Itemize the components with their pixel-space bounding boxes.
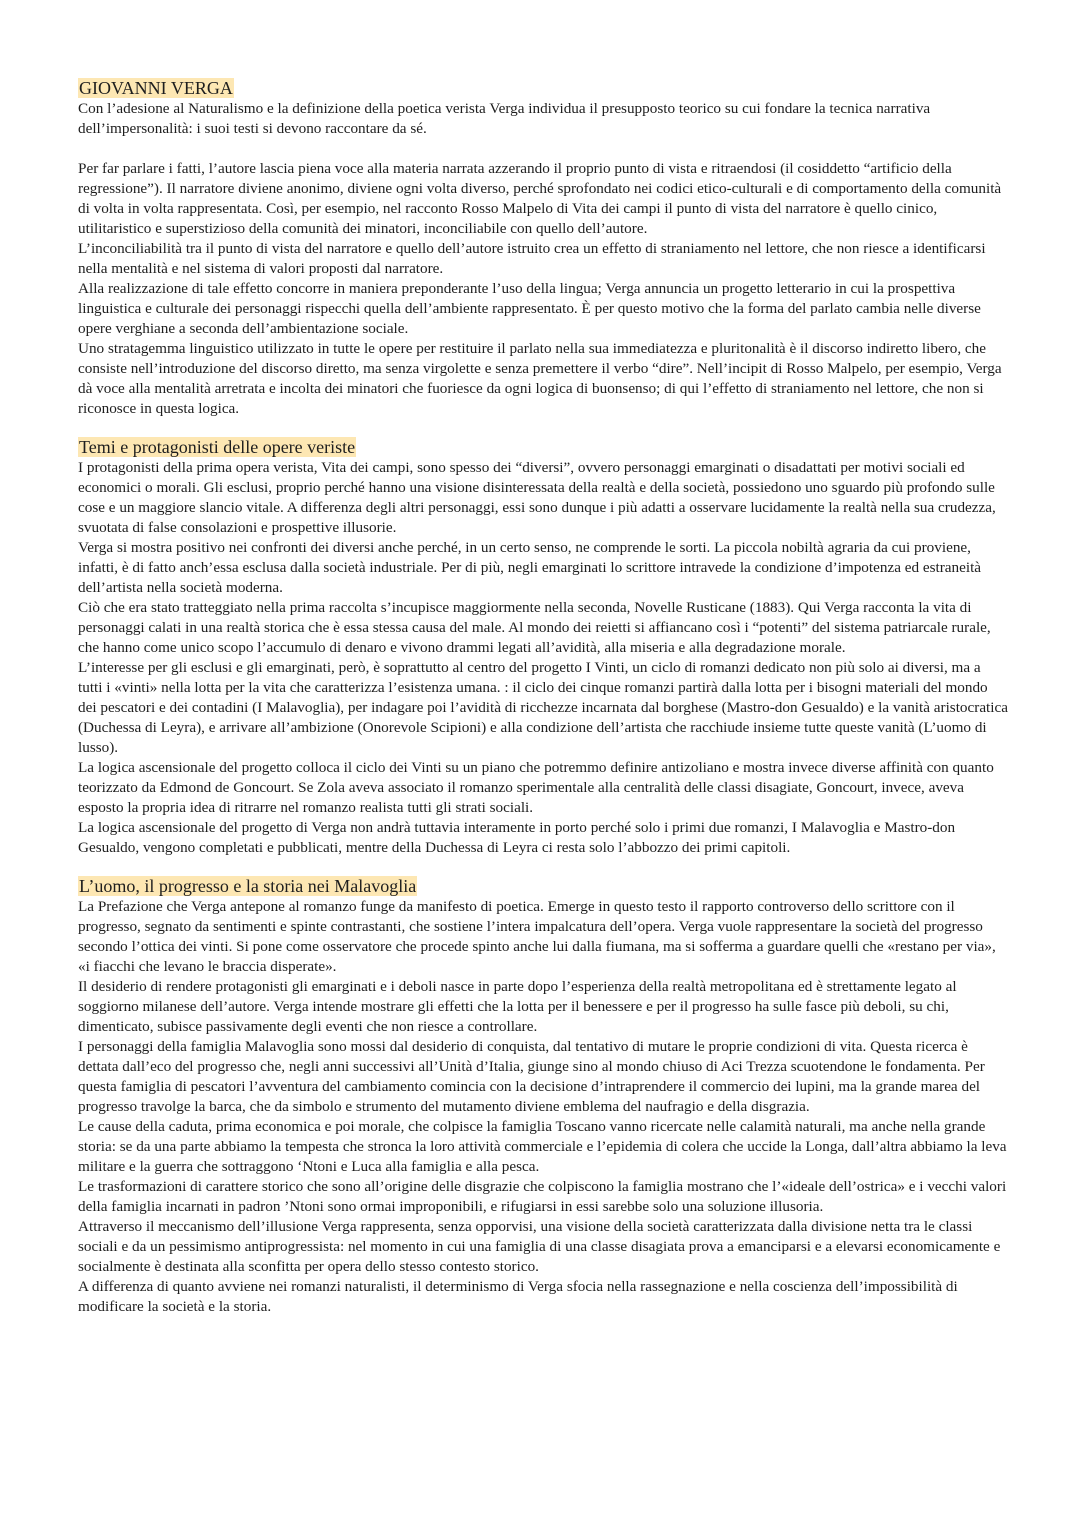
- paragraph: La Prefazione che Verga antepone al romanzo funge da manifesto di poetica. Emerge in questo testo il rapporto controverso dello scrittore con il progresso, segnato da sentimenti e spinte contrastanti, che sostiene l’intera impalcatura dell’opera. Verga vuole rappresentare la società del progresso secondo l’ottica dei vinti. Si pone come osservatore che procede spinto anche lui dalla fiumana, ma si sofferma a guardare quelli che «restano per via», «i fiacchi che levano le braccia disperate».: [78, 898, 996, 975]
- paragraph: La logica ascensionale del progetto di Verga non andrà tuttavia interamente in porto perché solo i primi due romanzi, I Malavoglia e Mastro-don Gesualdo, vengono completati e pubblicati, mentre della Duchessa di Leyra ci resta solo l’abbozzo dei primi capitoli.: [78, 819, 956, 856]
- paragraph: Con l’adesione al Naturalismo e la definizione della poetica verista Verga individua il presupposto teorico su cui fondare la tecnica narrativa dell’impersonalità: i suoi testi si devono raccontare da sé.: [78, 100, 931, 137]
- paragraph: I protagonisti della prima opera verista, Vita dei campi, sono spesso dei “diversi”, ovvero personaggi emarginati o disadattati per motivi sociali ed economici o morali. Gli esclusi, proprio perché hanno una visione disinteressata della realtà e della società, possiedono uno sguardo più profondo sulle cose e un maggiore slancio vitale. A differenza degli altri personaggi, essi sono dunque i più adatti a osservare lucidamente la realtà nella sua crudezza, svuotata di false consolazioni e prospettive illusorie.: [78, 459, 996, 536]
- paragraph: Ciò che era stato tratteggiato nella prima raccolta s’incupisce maggiormente nella seconda, Novelle Rusticane (1883). Qui Verga racconta la vita di personaggi calati in una realtà storica che è essa stessa causa del male. Al mondo dei reietti si affiancano così i “potenti” del sistema patriarcale rurale, che hanno come unico scopo l’accumulo di denaro e vivono drammi legati all’avidità, alla miseria e alla degradazione morale.: [78, 599, 991, 656]
- section-temi-protagonisti: [78, 437, 1008, 858]
- paragraph: Attraverso il meccanismo dell’illusione Verga rappresenta, senza opporvisi, una visione della società caratterizzata dalla divisione netta tra le classi sociali e da un pessimismo antiprogressista: nel momento in cui una famiglia di una classe disagiata prova a emanciparsi e a elevarsi economicamente e socialmente è destinata alla sconfitta per opera dello stesso contesto storico.: [78, 1218, 1001, 1275]
- paragraph: Le trasformazioni di carattere storico che sono all’origine delle disgrazie che colpiscono la famiglia mostrano che l’«ideale dell’ostrica» e i vecchi valori della famiglia incarnati in padron ’Ntoni sono ormai improponibili, e rifugiarsi in essi sarebbe solo una soluzione illusoria.: [78, 1178, 1007, 1215]
- section-heading: GIOVANNI VERGA: [79, 78, 233, 98]
- paragraph: Per far parlare i fatti, l’autore lascia piena voce alla materia narrata azzerando il proprio punto di vista e ritraendosi (il cosiddetto “artificio della regressione”). Il narratore diviene anonimo, diviene ogni volta diverso, perché sprofondato nei codici etico-culturali e di comportamento della comunità di volta in volta rappresentata. Così, per esempio, nel racconto Rosso Malpelo di Vita dei campi il punto di vista del narratore è quello cinico, utilitaristico e superstizioso della comunità dei minatori, inconciliabile con quello dell’autore.: [78, 160, 1002, 237]
- paragraph: Verga si mostra positivo nei confronti dei diversi anche perché, in un certo senso, ne comprende le sorti. La piccola nobiltà agraria da cui proviene, infatti, è di fatto anch’essa esclusa dalla società industriale. Per di più, negli emarginati lo scrittore intravede la condizione d’impotenza ed estraneità dell’artista nella società moderna.: [78, 539, 982, 596]
- paragraph: A differenza di quanto avviene nei romanzi naturalisti, il determinismo di Verga sfocia nella rassegnazione e nella coscienza dell’impossibilità di modificare la società e la storia.: [78, 1278, 958, 1315]
- paragraph: Uno stratagemma linguistico utilizzato in tutte le opere per restituire il parlato nella sua immediatezza e pluritonalità è il discorso indiretto libero, che consiste nell’introduzione del discorso diretto, ma senza virgolette e senza premettere il verbo “dire”. Nell’incipit di Rosso Malpelo, per esempio, Verga dà voce alla mentalità arretrata e incolta dei minatori che fuoriesce da ogni logica di buonsenso; di qui l’effetto di straniamento nel lettore, che non si riconosce in questa logica.: [78, 340, 1002, 417]
- paragraph: Alla realizzazione di tale effetto concorre in maniera preponderante l’uso della lingua; Verga annuncia un progetto letterario in cui la prospettiva linguistica e culturale dei personaggi rispecchi quella dell’ambiente rappresentato. È per questo motivo che la forma del parlato cambia nelle diverse opere verghiane a seconda dell’ambientazione sociale.: [78, 280, 981, 337]
- section-heading: Temi e protagonisti delle opere veriste: [79, 437, 356, 457]
- paragraph: La logica ascensionale del progetto colloca il ciclo dei Vinti su un piano che potremmo definire antizoliano e mostra invece diverse affinità con quanto teorizzato da Edmond de Goncourt. Se Zola aveva associato il romanzo sperimentale alla centralità delle classi disagiate, Goncourt, invece, aveva esposto la propria idea di ritrarre nel romanzo realista tutti gli strati sociali.: [78, 759, 994, 816]
- paragraph: L’interesse per gli esclusi e gli emarginati, però, è soprattutto al centro del progetto I Vinti, un ciclo di romanzi dedicato non più solo ai diversi, ma a tutti i «vinti» nella lotta per la vita che caratterizza l’esistenza umana. : il ciclo dei cinque romanzi partirà dalla lotta per i bisogni materiali del mondo dei pescatori e dei contadini (I Malavoglia), per indagare poi l’avidità di ricchezze incarnata dal borghese (Mastro-don Gesualdo) e la vanità aristocratica (Duchessa di Leyra), e arrivare all’ambizione (Onorevole Scipioni) e alla condizione dell’artista che racchiude insieme tutte queste vanità (L’uomo di lusso).: [78, 659, 1008, 756]
- document-page: [78, 78, 1008, 1317]
- section-uomo-progresso-storia: [78, 876, 1008, 1317]
- paragraph: Il desiderio di rendere protagonisti gli emarginati e i deboli nasce in parte dopo l’esperienza della realtà metropolitana ed è strettamente legato al soggiorno milanese dell’autore. Verga intende mostrare gli effetti che la lotta per il benessere e per il progresso ha sulle fasce più deboli, su chi, dimenticato, subisce passivamente degli eventi che non riesce a controllare.: [78, 978, 957, 1035]
- section-giovanni-verga: [78, 78, 1008, 419]
- section-heading: L’uomo, il progresso e la storia nei Malavoglia: [79, 876, 417, 896]
- paragraph: I personaggi della famiglia Malavoglia sono mossi dal desiderio di conquista, dal tentativo di mutare le proprie condizioni di vita. Questa ricerca è dettata dall’eco del progresso che, negli anni successivi all’Unità d’Italia, giunge sino al mondo chiuso di Aci Trezza scuotendone le fondamenta. Per questa famiglia di pescatori l’avventura del cambiamento comincia con la decisione d’intraprendere il commercio dei lupini, ma la grande marea del progresso travolge la barca, che da simbolo e strumento del mutamento diviene emblema del naufragio e della disgrazia.: [78, 1038, 985, 1115]
- paragraph: L’inconciliabilità tra il punto di vista del narratore e quello dell’autore istruito crea un effetto di straniamento nel lettore, che non riesce a identificarsi nella mentalità e nel sistema di valori proposti dal narratore.: [78, 240, 986, 277]
- paragraph: Le cause della caduta, prima economica e poi morale, che colpisce la famiglia Toscano vanno ricercate nelle calamità naturali, ma anche nella grande storia: se da una parte abbiamo la tempesta che stronca la loro attività commerciale e l’epidemia di colera che uccide la Longa, dall’altra abbiamo la leva militare e la guerra che sottraggono ‘Ntoni e Luca alla famiglia e alla pesca.: [78, 1118, 1007, 1175]
